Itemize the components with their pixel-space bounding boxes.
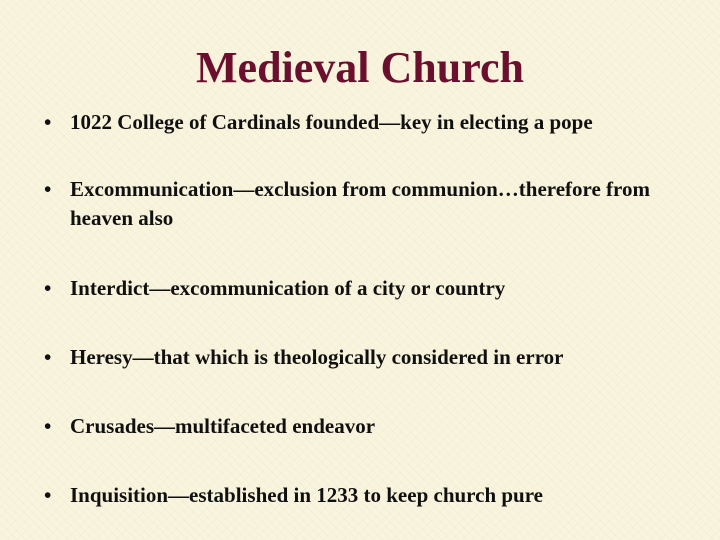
bullet-item <box>44 412 694 441</box>
bullet-text: Crusades—multifaceted endeavor <box>70 414 376 438</box>
bullet-text: Excommunication—exclusion from communion…therefore from heaven also <box>70 177 650 230</box>
bullet-dot-icon: • <box>44 110 52 134</box>
bullet-dot-icon: • <box>44 483 52 507</box>
bullet-dot-icon: • <box>44 276 52 300</box>
bullet-text: 1022 College of Cardinals founded—key in electing a pope <box>70 110 593 134</box>
bullet-item <box>44 175 694 233</box>
bullet-dot-icon: • <box>44 177 52 201</box>
bullet-text: Interdict—excommunication of a city or country <box>70 276 506 300</box>
slide-title: Medieval Church <box>196 43 524 92</box>
bullet-text: Inquisition—established in 1233 to keep church pure <box>70 483 543 507</box>
bullet-text: Heresy—that which is theologically considered in error <box>70 345 564 369</box>
bullet-item <box>44 481 694 510</box>
bullet-dot-icon: • <box>44 414 52 438</box>
bullet-item <box>44 274 694 303</box>
bullet-item <box>44 343 694 372</box>
bullet-item <box>44 108 694 137</box>
bullet-dot-icon: • <box>44 345 52 369</box>
